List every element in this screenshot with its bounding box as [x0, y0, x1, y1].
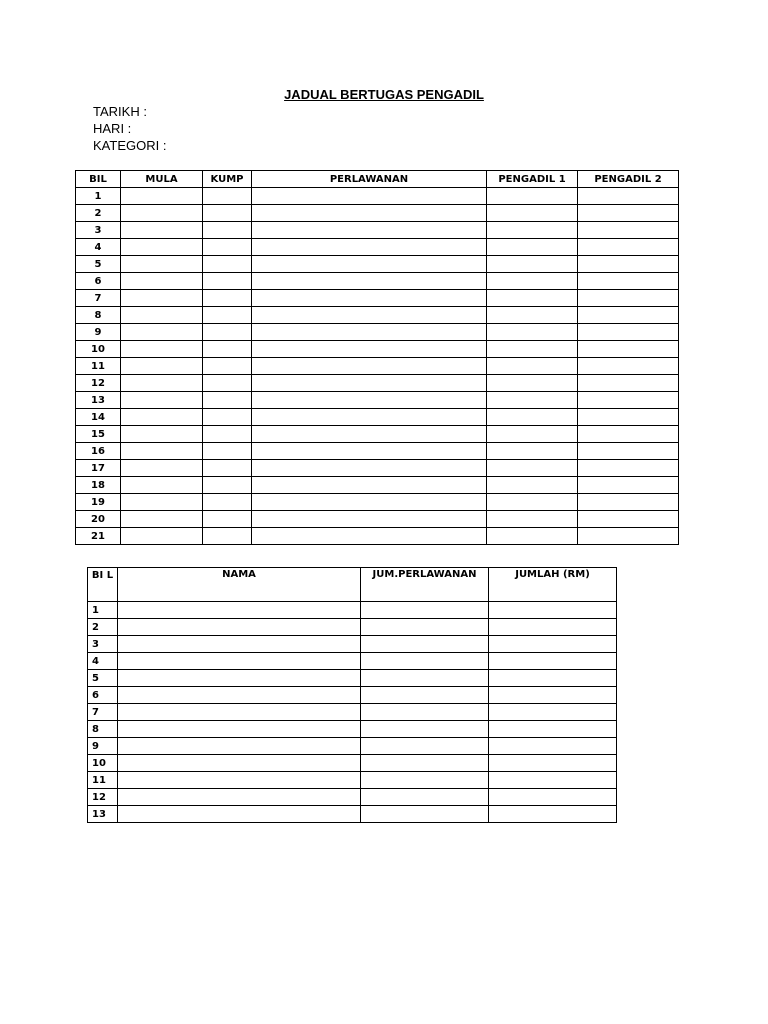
schedule-cell-mula[interactable] [121, 290, 203, 307]
table-row [88, 653, 617, 670]
schedule-cell-perlawanan[interactable] [252, 290, 487, 307]
schedule-cell-pengadil-2[interactable] [578, 222, 679, 239]
schedule-cell-pengadil-1[interactable] [487, 290, 578, 307]
schedule-cell-perlawanan[interactable] [252, 494, 487, 511]
schedule-cell-mula[interactable] [121, 426, 203, 443]
schedule-cell-pengadil-2[interactable] [578, 477, 679, 494]
payment-cell-jumlah-rm[interactable] [489, 806, 617, 823]
table-row [88, 806, 617, 823]
table-row [88, 670, 617, 687]
schedule-cell-pengadil-2[interactable] [578, 375, 679, 392]
schedule-cell-kump[interactable] [203, 341, 252, 358]
schedule-cell-pengadil-2[interactable] [578, 460, 679, 477]
schedule-cell-pengadil-1[interactable] [487, 273, 578, 290]
schedule-cell-bil: 14 [76, 409, 121, 426]
schedule-cell-pengadil-1[interactable] [487, 188, 578, 205]
payment-cell-nama[interactable] [118, 670, 361, 687]
payment-cell-jumlah-rm[interactable] [489, 789, 617, 806]
payment-cell-bil: 4 [88, 653, 118, 670]
payment-cell-nama[interactable] [118, 755, 361, 772]
schedule-cell-pengadil-2[interactable] [578, 494, 679, 511]
schedule-cell-kump[interactable] [203, 307, 252, 324]
schedule-cell-bil: 15 [76, 426, 121, 443]
table-row [76, 188, 679, 205]
schedule-cell-mula[interactable] [121, 222, 203, 239]
payment-cell-jumlah-rm[interactable] [489, 653, 617, 670]
document-title-text: JADUAL BERTUGAS PENGADIL [284, 87, 484, 102]
table-row [76, 273, 679, 290]
payment-cell-jumlah-rm[interactable] [489, 670, 617, 687]
schedule-cell-pengadil-2[interactable] [578, 409, 679, 426]
schedule-header-kump: KUMP [203, 171, 252, 188]
payment-cell-jumlah-rm[interactable] [489, 636, 617, 653]
schedule-cell-pengadil-1[interactable] [487, 528, 578, 545]
payment-cell-bil: 7 [88, 704, 118, 721]
schedule-cell-kump[interactable] [203, 511, 252, 528]
schedule-cell-bil: 17 [76, 460, 121, 477]
schedule-cell-kump[interactable] [203, 477, 252, 494]
table-row [76, 511, 679, 528]
table-row [88, 636, 617, 653]
schedule-cell-bil: 12 [76, 375, 121, 392]
schedule-cell-pengadil-2[interactable] [578, 188, 679, 205]
schedule-cell-pengadil-1[interactable] [487, 341, 578, 358]
schedule-cell-perlawanan[interactable] [252, 392, 487, 409]
schedule-cell-perlawanan[interactable] [252, 511, 487, 528]
table-row [76, 460, 679, 477]
table-row [76, 528, 679, 545]
table-row [88, 619, 617, 636]
schedule-cell-mula[interactable] [121, 494, 203, 511]
table-row [88, 789, 617, 806]
table-row [76, 392, 679, 409]
schedule-cell-mula[interactable] [121, 188, 203, 205]
table-row [76, 290, 679, 307]
schedule-header-pengadil-2: PENGADIL 2 [578, 171, 679, 188]
payment-cell-bil: 10 [88, 755, 118, 772]
payment-cell-nama[interactable] [118, 806, 361, 823]
payment-cell-jum-perlawanan[interactable] [361, 636, 489, 653]
schedule-cell-bil: 18 [76, 477, 121, 494]
schedule-cell-mula[interactable] [121, 341, 203, 358]
payment-cell-jum-perlawanan[interactable] [361, 619, 489, 636]
schedule-cell-pengadil-1[interactable] [487, 494, 578, 511]
schedule-cell-pengadil-2[interactable] [578, 239, 679, 256]
schedule-cell-bil: 5 [76, 256, 121, 273]
payment-cell-jumlah-rm[interactable] [489, 687, 617, 704]
table-row [76, 222, 679, 239]
payment-cell-jum-perlawanan[interactable] [361, 772, 489, 789]
schedule-cell-perlawanan[interactable] [252, 375, 487, 392]
schedule-cell-pengadil-2[interactable] [578, 341, 679, 358]
payment-cell-jum-perlawanan[interactable] [361, 704, 489, 721]
schedule-cell-perlawanan[interactable] [252, 307, 487, 324]
payment-cell-jumlah-rm[interactable] [489, 755, 617, 772]
table-row [76, 358, 679, 375]
schedule-cell-pengadil-2[interactable] [578, 256, 679, 273]
payment-cell-nama[interactable] [118, 789, 361, 806]
schedule-cell-pengadil-1[interactable] [487, 358, 578, 375]
schedule-cell-bil: 20 [76, 511, 121, 528]
schedule-cell-mula[interactable] [121, 460, 203, 477]
schedule-cell-pengadil-1[interactable] [487, 307, 578, 324]
table-row [76, 477, 679, 494]
schedule-cell-bil: 7 [76, 290, 121, 307]
schedule-cell-pengadil-2[interactable] [578, 324, 679, 341]
schedule-cell-kump[interactable] [203, 324, 252, 341]
table-row [76, 341, 679, 358]
payment-cell-jum-perlawanan[interactable] [361, 687, 489, 704]
schedule-header-pengadil-1: PENGADIL 1 [487, 171, 578, 188]
payment-cell-jum-perlawanan[interactable] [361, 721, 489, 738]
schedule-cell-kump[interactable] [203, 426, 252, 443]
schedule-cell-pengadil-1[interactable] [487, 477, 578, 494]
referee-payment-table [87, 567, 617, 823]
payment-cell-bil: 6 [88, 687, 118, 704]
hari-label: HARI : [93, 121, 132, 136]
table-row [76, 443, 679, 460]
payment-cell-jumlah-rm[interactable] [489, 738, 617, 755]
payment-cell-jum-perlawanan[interactable] [361, 806, 489, 823]
schedule-cell-pengadil-2[interactable] [578, 511, 679, 528]
tarikh-label: TARIKH : [93, 104, 147, 119]
schedule-cell-pengadil-2[interactable] [578, 426, 679, 443]
schedule-cell-pengadil-1[interactable] [487, 426, 578, 443]
kategori-label: KATEGORI : [93, 138, 167, 153]
payment-cell-bil: 9 [88, 738, 118, 755]
schedule-cell-pengadil-2[interactable] [578, 392, 679, 409]
schedule-cell-perlawanan[interactable] [252, 358, 487, 375]
table-row [76, 426, 679, 443]
schedule-cell-perlawanan[interactable] [252, 188, 487, 205]
schedule-cell-pengadil-2[interactable] [578, 205, 679, 222]
schedule-cell-pengadil-2[interactable] [578, 273, 679, 290]
schedule-cell-pengadil-1[interactable] [487, 392, 578, 409]
payment-cell-nama[interactable] [118, 704, 361, 721]
schedule-cell-pengadil-1[interactable] [487, 375, 578, 392]
payment-body [88, 602, 617, 823]
schedule-cell-pengadil-1[interactable] [487, 443, 578, 460]
schedule-cell-mula[interactable] [121, 239, 203, 256]
schedule-cell-mula[interactable] [121, 528, 203, 545]
schedule-cell-pengadil-1[interactable] [487, 460, 578, 477]
schedule-cell-perlawanan[interactable] [252, 426, 487, 443]
payment-cell-jumlah-rm[interactable] [489, 704, 617, 721]
schedule-cell-bil: 10 [76, 341, 121, 358]
table-row [88, 721, 617, 738]
payment-cell-nama[interactable] [118, 619, 361, 636]
table-row [76, 205, 679, 222]
schedule-cell-kump[interactable] [203, 409, 252, 426]
schedule-cell-kump[interactable] [203, 205, 252, 222]
schedule-cell-bil: 2 [76, 205, 121, 222]
schedule-cell-kump[interactable] [203, 392, 252, 409]
schedule-cell-perlawanan[interactable] [252, 222, 487, 239]
payment-cell-jum-perlawanan[interactable] [361, 653, 489, 670]
payment-header-bil: BI L [88, 568, 118, 602]
payment-cell-nama[interactable] [118, 687, 361, 704]
schedule-cell-pengadil-1[interactable] [487, 205, 578, 222]
document-title [0, 87, 768, 102]
table-row [88, 772, 617, 789]
payment-cell-jumlah-rm[interactable] [489, 772, 617, 789]
schedule-cell-bil: 8 [76, 307, 121, 324]
payment-cell-nama[interactable] [118, 636, 361, 653]
payment-cell-nama[interactable] [118, 602, 361, 619]
schedule-header-perlawanan: PERLAWANAN [252, 171, 487, 188]
table-row [76, 256, 679, 273]
payment-cell-jum-perlawanan[interactable] [361, 602, 489, 619]
schedule-cell-bil: 16 [76, 443, 121, 460]
schedule-cell-mula[interactable] [121, 324, 203, 341]
schedule-cell-bil: 1 [76, 188, 121, 205]
schedule-cell-perlawanan[interactable] [252, 341, 487, 358]
schedule-cell-mula[interactable] [121, 375, 203, 392]
schedule-cell-bil: 13 [76, 392, 121, 409]
schedule-cell-bil: 6 [76, 273, 121, 290]
schedule-cell-pengadil-1[interactable] [487, 324, 578, 341]
schedule-cell-mula[interactable] [121, 256, 203, 273]
payment-cell-jum-perlawanan[interactable] [361, 738, 489, 755]
schedule-cell-bil: 3 [76, 222, 121, 239]
payment-cell-bil: 3 [88, 636, 118, 653]
schedule-header-row [76, 171, 679, 188]
schedule-cell-mula[interactable] [121, 273, 203, 290]
table-row [88, 755, 617, 772]
payment-header-row [88, 568, 617, 602]
payment-header-jum-perlawanan: JUM.PERLAWANAN [361, 568, 489, 602]
schedule-cell-perlawanan[interactable] [252, 477, 487, 494]
payment-cell-jumlah-rm[interactable] [489, 721, 617, 738]
schedule-cell-mula[interactable] [121, 443, 203, 460]
referee-schedule-table [75, 170, 679, 545]
schedule-cell-kump[interactable] [203, 375, 252, 392]
table-row [76, 324, 679, 341]
payment-cell-jum-perlawanan[interactable] [361, 789, 489, 806]
payment-header-nama: NAMA [118, 568, 361, 602]
table-row [88, 738, 617, 755]
schedule-cell-mula[interactable] [121, 392, 203, 409]
payment-cell-bil: 12 [88, 789, 118, 806]
table-row [88, 602, 617, 619]
table-row [76, 375, 679, 392]
schedule-cell-bil: 19 [76, 494, 121, 511]
schedule-cell-pengadil-2[interactable] [578, 358, 679, 375]
schedule-cell-perlawanan[interactable] [252, 324, 487, 341]
schedule-cell-pengadil-1[interactable] [487, 239, 578, 256]
schedule-cell-pengadil-2[interactable] [578, 290, 679, 307]
schedule-cell-kump[interactable] [203, 494, 252, 511]
schedule-cell-kump[interactable] [203, 528, 252, 545]
payment-cell-bil: 13 [88, 806, 118, 823]
table-row [76, 494, 679, 511]
schedule-cell-perlawanan[interactable] [252, 460, 487, 477]
schedule-cell-pengadil-2[interactable] [578, 307, 679, 324]
table-row [76, 409, 679, 426]
schedule-body [76, 188, 679, 545]
payment-cell-jumlah-rm[interactable] [489, 619, 617, 636]
payment-cell-bil: 8 [88, 721, 118, 738]
schedule-cell-bil: 11 [76, 358, 121, 375]
payment-cell-jum-perlawanan[interactable] [361, 755, 489, 772]
payment-cell-bil: 5 [88, 670, 118, 687]
schedule-cell-mula[interactable] [121, 205, 203, 222]
payment-cell-bil: 11 [88, 772, 118, 789]
schedule-cell-kump[interactable] [203, 358, 252, 375]
schedule-cell-kump[interactable] [203, 273, 252, 290]
schedule-cell-mula[interactable] [121, 477, 203, 494]
payment-cell-nama[interactable] [118, 721, 361, 738]
payment-cell-nama[interactable] [118, 653, 361, 670]
schedule-cell-pengadil-1[interactable] [487, 409, 578, 426]
schedule-cell-bil: 4 [76, 239, 121, 256]
schedule-cell-pengadil-1[interactable] [487, 511, 578, 528]
schedule-cell-kump[interactable] [203, 188, 252, 205]
table-row [76, 239, 679, 256]
table-row [88, 687, 617, 704]
schedule-cell-pengadil-1[interactable] [487, 256, 578, 273]
schedule-cell-mula[interactable] [121, 358, 203, 375]
schedule-cell-kump[interactable] [203, 460, 252, 477]
schedule-cell-bil: 21 [76, 528, 121, 545]
schedule-cell-bil: 9 [76, 324, 121, 341]
schedule-cell-mula[interactable] [121, 307, 203, 324]
schedule-cell-pengadil-2[interactable] [578, 443, 679, 460]
schedule-cell-kump[interactable] [203, 239, 252, 256]
schedule-header-bil: BIL [76, 171, 121, 188]
schedule-cell-perlawanan[interactable] [252, 273, 487, 290]
payment-cell-nama[interactable] [118, 738, 361, 755]
schedule-cell-perlawanan[interactable] [252, 443, 487, 460]
schedule-cell-perlawanan[interactable] [252, 205, 487, 222]
schedule-cell-kump[interactable] [203, 256, 252, 273]
payment-cell-jumlah-rm[interactable] [489, 602, 617, 619]
payment-cell-bil: 2 [88, 619, 118, 636]
table-row [76, 307, 679, 324]
payment-header-jumlah-rm: JUMLAH (RM) [489, 568, 617, 602]
schedule-header-mula: MULA [121, 171, 203, 188]
schedule-cell-kump[interactable] [203, 222, 252, 239]
payment-cell-bil: 1 [88, 602, 118, 619]
schedule-cell-mula[interactable] [121, 409, 203, 426]
payment-cell-nama[interactable] [118, 772, 361, 789]
schedule-cell-mula[interactable] [121, 511, 203, 528]
payment-cell-jum-perlawanan[interactable] [361, 670, 489, 687]
schedule-cell-perlawanan[interactable] [252, 409, 487, 426]
schedule-cell-perlawanan[interactable] [252, 256, 487, 273]
table-row [88, 704, 617, 721]
schedule-cell-pengadil-1[interactable] [487, 222, 578, 239]
schedule-cell-perlawanan[interactable] [252, 239, 487, 256]
schedule-cell-kump[interactable] [203, 443, 252, 460]
schedule-cell-kump[interactable] [203, 290, 252, 307]
schedule-cell-pengadil-2[interactable] [578, 528, 679, 545]
schedule-cell-perlawanan[interactable] [252, 528, 487, 545]
